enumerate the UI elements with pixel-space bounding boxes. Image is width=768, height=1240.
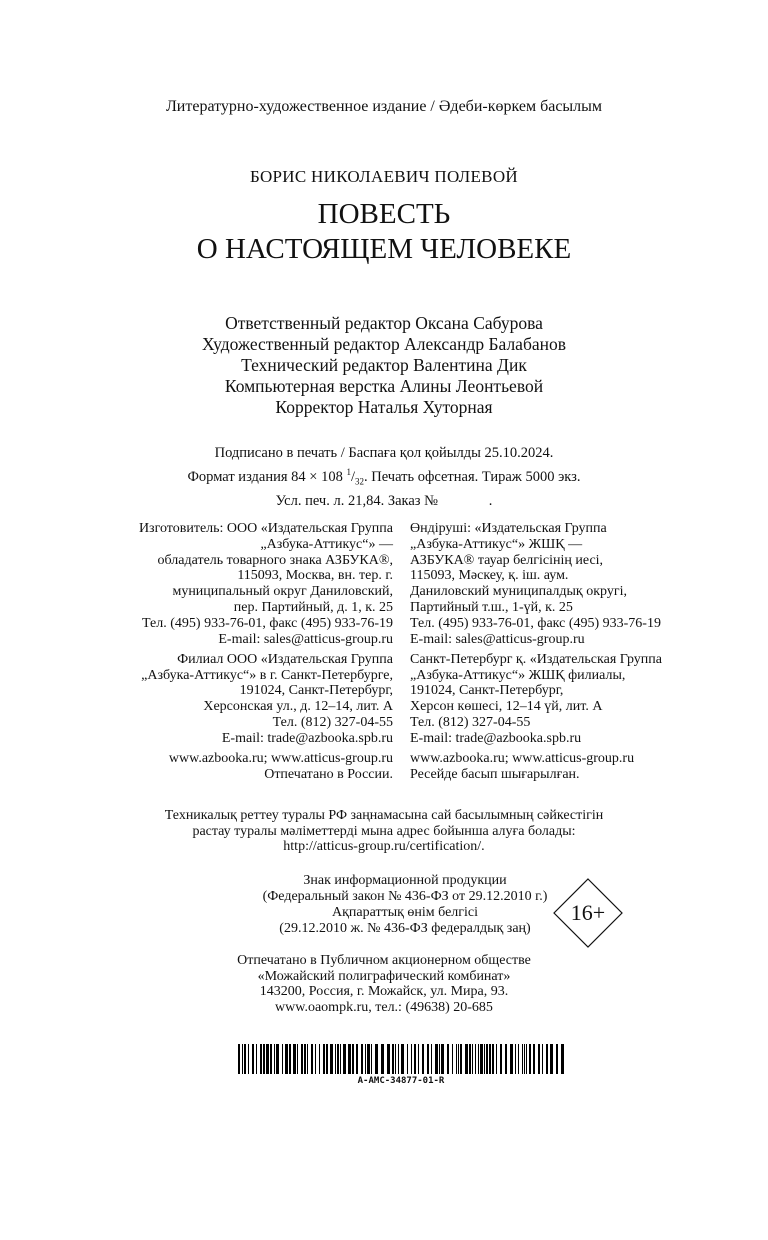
barcode-bar: [297, 1044, 298, 1074]
series-label: Литературно-художественное издание / Әдеби-көркем басылым: [165, 98, 603, 115]
barcode-bar: [414, 1044, 416, 1074]
barcode-bar: [371, 1044, 372, 1074]
barcode-bar: [550, 1044, 553, 1074]
barcode-bar: [330, 1044, 333, 1074]
certification-note: [0, 808, 768, 855]
barcode-bar: [387, 1044, 390, 1074]
address-group: [139, 751, 393, 783]
age-rating: 16+: [570, 900, 606, 925]
barcode-bar: [526, 1044, 527, 1074]
address-line: 191024, Санкт-Петербург,: [410, 683, 564, 699]
barcode-bar: [439, 1044, 440, 1074]
mark-line: Знак информационной продукции: [303, 873, 507, 888]
barcode-bar: [484, 1044, 485, 1074]
barcode-bar: [515, 1044, 516, 1074]
author-name: БОРИС НИКОЛАЕВИЧ ПОЛЕВОЙ: [250, 167, 518, 186]
title-line: ПОВЕСТЬ: [317, 198, 451, 230]
barcode-bar: [441, 1044, 444, 1074]
address-line: Тел. (812) 327-04-55: [272, 715, 393, 731]
barcode-bar: [238, 1044, 240, 1074]
editor-line: Технический редактор Валентина Дик: [241, 355, 527, 375]
barcode-bar: [304, 1044, 306, 1074]
barcode-text: A-AMC-34877-01-R: [357, 1076, 445, 1086]
barcode-bar: [365, 1044, 366, 1074]
barcode-bar: [361, 1044, 363, 1074]
barcode-bar: [522, 1044, 523, 1074]
barcode-bar: [311, 1044, 313, 1074]
address-line: муниципальный округ Даниловский,: [172, 584, 393, 600]
barcode-bar: [475, 1044, 476, 1074]
barcode-bar: [301, 1044, 303, 1074]
barcode-bar: [418, 1044, 419, 1074]
address-line: Филиал ООО «Издательская Группа: [177, 651, 393, 667]
title-line: О НАСТОЯЩЕМ ЧЕЛОВЕКЕ: [196, 233, 572, 265]
publisher-info-kazakh: [410, 521, 662, 787]
barcode-bar: [252, 1044, 254, 1074]
address-line: Тел. (495) 933-76-01, факс (495) 933-76-19: [410, 615, 661, 631]
barcode-bar: [518, 1044, 519, 1074]
address-line: Тел. (495) 933-76-01, факс (495) 933-76-19: [142, 615, 393, 631]
mark-line: (Федеральный закон № 436-ФЗ от 29.12.2010 г.): [262, 889, 548, 904]
barcode-bar: [395, 1044, 396, 1074]
barcode-bar: [510, 1044, 513, 1074]
address-line: E-mail: trade@azbooka.spb.ru: [221, 730, 393, 746]
address-line: Тел. (812) 327-04-55: [410, 715, 531, 731]
address-line: „Азбука-Аттикус“» ЖШҚ —: [410, 536, 583, 552]
book-title: [0, 197, 768, 267]
address-line: 191024, Санкт-Петербург,: [239, 683, 393, 699]
barcode-bar: [315, 1044, 316, 1074]
address-group: [410, 652, 662, 747]
editor-line: Корректор Наталья Хуторная: [275, 397, 493, 417]
barcode: [238, 1044, 564, 1074]
barcode-bar: [458, 1044, 459, 1074]
barcode-bar: [472, 1044, 473, 1074]
editors-list: [0, 313, 768, 418]
printer-line: www.oaompk.ru, тел.: (49638) 20-685: [275, 999, 493, 1015]
barcode-bar: [343, 1044, 346, 1074]
printer-line: 143200, Россия, г. Можайск, ул. Мира, 93.: [259, 984, 509, 1000]
barcode-bar: [356, 1044, 358, 1074]
address-line: Партийный т.ш., 1-үй, к. 25: [410, 599, 573, 615]
cert-link: http://atticus-group.ru/certification/.: [283, 839, 485, 855]
address-group: [410, 751, 662, 783]
printer-line: «Можайский полиграфический комбинат»: [257, 968, 511, 984]
barcode-bar: [422, 1044, 424, 1074]
barcode-bar: [335, 1044, 336, 1074]
barcode-bar: [538, 1044, 540, 1074]
barcode-bar: [398, 1044, 399, 1074]
barcode-bar: [319, 1044, 320, 1074]
cert-line: Техникалық реттеу туралы РФ заңнамасына сай басылымның сәйкестігін: [164, 808, 604, 823]
barcode-bar: [556, 1044, 558, 1074]
print-details: [0, 444, 768, 511]
address-line: „Азбука-Аттикус“» —: [260, 536, 393, 552]
barcode-bar: [367, 1044, 370, 1074]
barcode-bar: [248, 1044, 249, 1074]
address-line: E-mail: sales@atticus-group.ru: [218, 631, 393, 647]
barcode-bar: [244, 1044, 246, 1074]
address-line: 115093, Мәскеу, қ. іш. аум.: [410, 568, 569, 584]
barcode-bar: [489, 1044, 491, 1074]
barcode-bar: [486, 1044, 488, 1074]
format-line: Формат издания 84 × 108 $^1/_{32}$. Печать офсетная. Тираж 5000 экз.: [187, 467, 581, 487]
barcode-bar: [260, 1044, 262, 1074]
barcode-bar: [427, 1044, 429, 1074]
barcode-bar: [293, 1044, 296, 1074]
barcode-bar: [242, 1044, 243, 1074]
barcode-bar: [496, 1044, 497, 1074]
format-num: 1: [346, 467, 351, 477]
barcode-bar: [381, 1044, 384, 1074]
barcode-bar: [307, 1044, 308, 1074]
address-line: www.azbooka.ru; www.atticus-group.ru: [410, 751, 635, 767]
barcode-bar: [407, 1044, 408, 1074]
barcode-bar: [323, 1044, 325, 1074]
cert-line: растау туралы мәліметтерді мына адрес бойынша алуға болады:: [192, 823, 576, 839]
barcode-bar: [452, 1044, 453, 1074]
barcode-bar: [435, 1044, 438, 1074]
barcode-bar: [469, 1044, 471, 1074]
barcode-bar: [340, 1044, 341, 1074]
barcode-bar: [500, 1044, 502, 1074]
printer-info: [0, 953, 768, 1015]
address-line: www.azbooka.ru; www.atticus-group.ru: [168, 751, 393, 767]
barcode-bar: [256, 1044, 257, 1074]
address-line: Ресейде басып шығарылған.: [410, 766, 580, 782]
barcode-bar: [431, 1044, 432, 1074]
barcode-bar: [542, 1044, 543, 1074]
editor-line: Компьютерная верстка Алины Леонтьевой: [224, 376, 544, 396]
barcode-bar: [524, 1044, 525, 1074]
signed-date: Подписано в печать / Баспаға қол қойылды 25.10.2024.: [214, 445, 554, 461]
mark-line: (29.12.2010 ж. № 436-ФЗ федералдық заң): [279, 921, 531, 936]
barcode-bar: [546, 1044, 548, 1074]
address-line: пер. Партийный, д. 1, к. 25: [233, 599, 393, 615]
barcode-bar: [460, 1044, 462, 1074]
barcode-bar: [270, 1044, 272, 1074]
barcode-bar: [480, 1044, 483, 1074]
barcode-bar: [465, 1044, 468, 1074]
address-line: Херсон көшесі, 12–14 үй, лит. А: [410, 699, 603, 715]
format-prefix: Формат издания 84 × 108: [187, 468, 347, 485]
address-line: 115093, Москва, вн. тер. г.: [237, 568, 393, 584]
barcode-bar: [266, 1044, 269, 1074]
barcode-bar: [478, 1044, 479, 1074]
barcode-bar: [285, 1044, 288, 1074]
barcode-bar: [401, 1044, 404, 1074]
barcode-bar: [348, 1044, 351, 1074]
barcode-bar: [561, 1044, 564, 1074]
barcode-bar: [352, 1044, 354, 1074]
order-line: Усл. печ. л. 21,84. Заказ № .: [275, 492, 493, 509]
address-line: Изготовитель: ООО «Издательская Группа: [138, 521, 393, 536]
editor-line: Ответственный редактор Оксана Сабурова: [225, 313, 543, 333]
address-line: „Азбука-Аттикус“» в г. Санкт-Петербурге,: [141, 667, 393, 683]
format-den: 32: [355, 476, 364, 487]
barcode-bar: [492, 1044, 494, 1074]
barcode-bar: [263, 1044, 265, 1074]
age-rating-badge: [553, 878, 623, 948]
publisher-info-russian: [139, 521, 393, 787]
barcode-bar: [326, 1044, 328, 1074]
barcode-bar: [411, 1044, 412, 1074]
address-line: Херсонская ул., д. 12–14, лит. А: [203, 699, 393, 715]
barcode-bar: [505, 1044, 507, 1074]
barcode-bar: [337, 1044, 339, 1074]
mark-line: Ақпараттық өнім белгісі: [331, 905, 479, 920]
barcode-bar: [289, 1044, 291, 1074]
barcode-bar: [276, 1044, 279, 1074]
barcode-bar: [392, 1044, 394, 1074]
barcode-bar: [282, 1044, 283, 1074]
address-group: [410, 521, 662, 647]
printer-line: Отпечатано в Публичном акционерном обществе: [237, 953, 531, 968]
address-line: E-mail: trade@azbooka.spb.ru: [410, 730, 582, 746]
address-line: Өндіруші: «Издательская Группа: [410, 521, 607, 536]
barcode-bar: [375, 1044, 378, 1074]
address-group: [139, 521, 393, 647]
address-line: Санкт-Петербург қ. «Издательская Группа: [410, 651, 662, 667]
address-line: Отпечатано в России.: [264, 766, 393, 782]
barcode-bar: [456, 1044, 457, 1074]
address-line: E-mail: sales@atticus-group.ru: [410, 631, 585, 647]
format-suffix: . Печать офсетная. Тираж 5000 экз.: [364, 468, 581, 485]
address-line: АЗБУКА® тауар белгісінің иесі,: [410, 552, 604, 568]
address-group: [139, 652, 393, 747]
address-line: Даниловский муниципалдық округі,: [410, 584, 627, 600]
barcode-bar: [529, 1044, 531, 1074]
barcode-bar: [447, 1044, 449, 1074]
address-line: обладатель товарного знака АЗБУКА®,: [157, 552, 393, 568]
barcode-bar: [274, 1044, 275, 1074]
barcode-bar: [533, 1044, 535, 1074]
editor-line: Художественный редактор Александр Балабанов: [202, 334, 566, 354]
address-line: „Азбука-Аттикус“» ЖШҚ филиалы,: [410, 667, 626, 683]
